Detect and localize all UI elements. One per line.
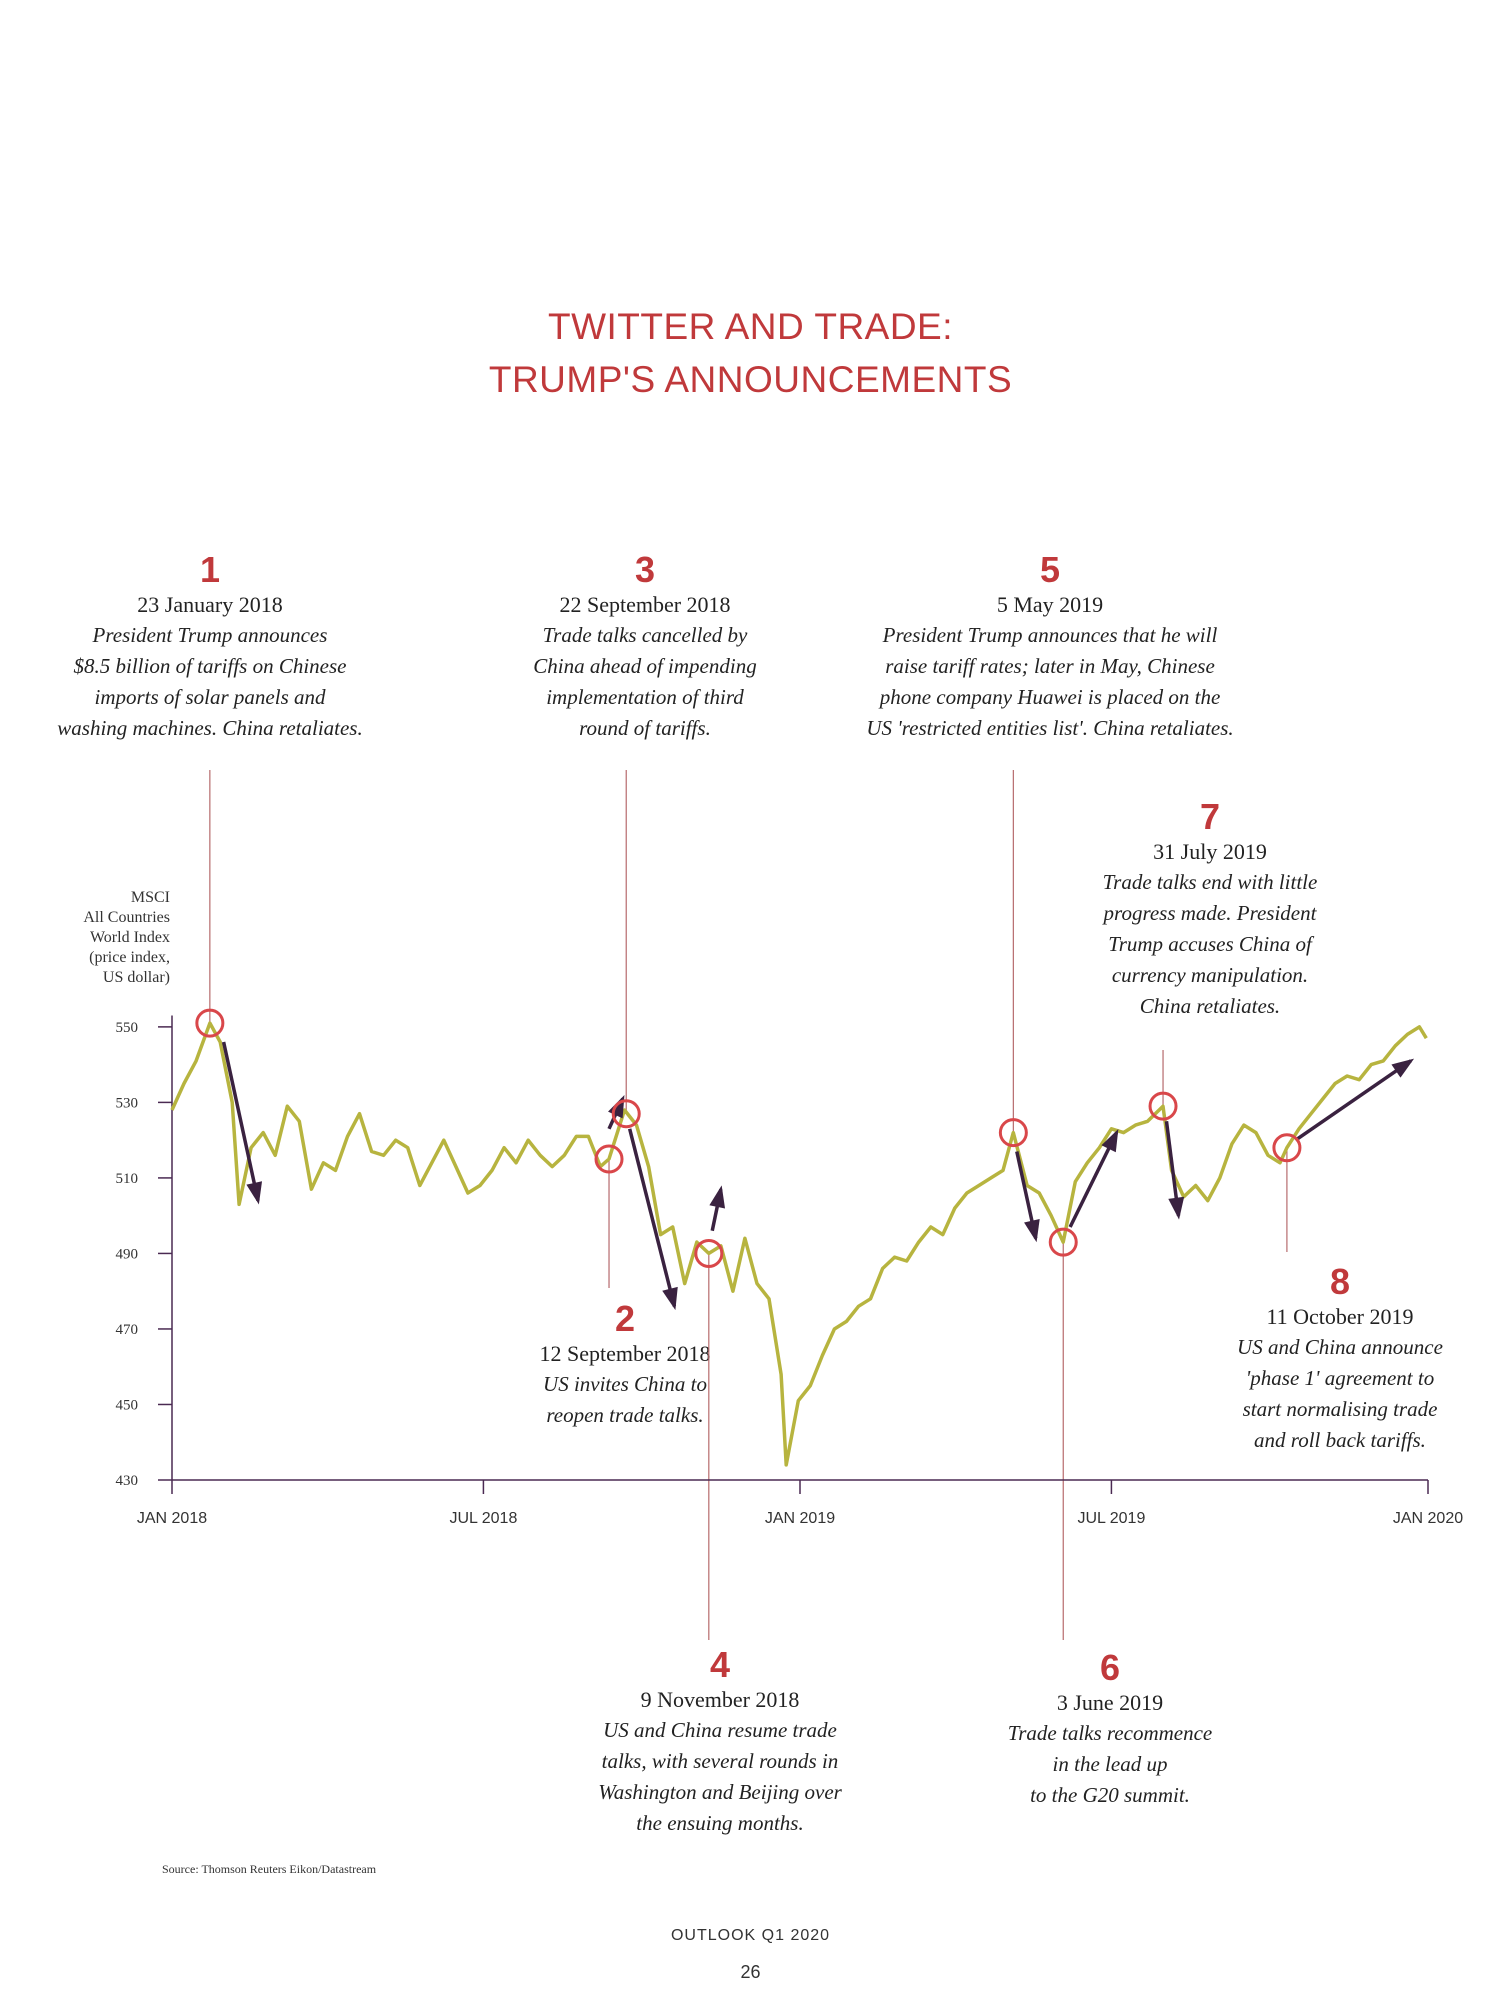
x-tick-label: JUL 2018 bbox=[449, 1510, 518, 1527]
chart-title-line-1: TWITTER AND TRADE: bbox=[547, 306, 954, 347]
arrow-head-icon bbox=[662, 1287, 678, 1310]
x-tick-label: JAN 2018 bbox=[136, 1510, 208, 1527]
annotation-date: 23 January 2018 bbox=[137, 592, 283, 617]
y-axis-title: MSCI All Countries World Index (price index, US dollar) bbox=[83, 889, 170, 986]
annotation-date: 31 July 2019 bbox=[1153, 839, 1267, 864]
annotation-description: Trade talks end with little progress made. President Trump accuses China of currency manipulation. China retaliates. bbox=[1102, 870, 1318, 1018]
trend-arrows bbox=[224, 1042, 1414, 1310]
annotation-number: 7 bbox=[1199, 796, 1221, 837]
annotation-number: 6 bbox=[1099, 1647, 1121, 1688]
annotation-number: 4 bbox=[709, 1644, 731, 1685]
arrow-head-icon bbox=[1168, 1197, 1184, 1220]
annotation-number: 3 bbox=[634, 549, 656, 590]
y-tick-label: 430 bbox=[115, 1473, 138, 1489]
annotation-date: 9 November 2018 bbox=[640, 1687, 800, 1712]
chart-title-line-2: TRUMP'S ANNOUNCEMENTS bbox=[488, 359, 1013, 400]
y-tick-label: 510 bbox=[115, 1170, 138, 1187]
x-tick-label: JAN 2020 bbox=[1392, 1510, 1464, 1527]
trend-arrow-1 bbox=[224, 1042, 258, 1201]
y-tick-label: 550 bbox=[115, 1019, 138, 1036]
annotation-number: 2 bbox=[614, 1298, 636, 1339]
x-tick-label: JUL 2019 bbox=[1077, 1510, 1146, 1527]
y-tick-label: 490 bbox=[115, 1246, 138, 1263]
annotation-description: President Trump announces $8.5 billion of tariffs on Chinese imports of solar panels and washing machines. China retaliates. bbox=[57, 623, 363, 740]
y-tick-label: 450 bbox=[115, 1397, 138, 1414]
annotation-description: US and China announce 'phase 1' agreement to start normalising trade and roll back tariffs. bbox=[1237, 1335, 1443, 1452]
arrow-head-icon bbox=[1391, 1059, 1414, 1078]
annotation-description: Trade talks cancelled by China ahead of impending implementation of third round of tariffs. bbox=[533, 623, 757, 740]
y-tick-label: 470 bbox=[115, 1321, 138, 1338]
page-number: 26 bbox=[740, 1962, 761, 1982]
annotation-date: 22 September 2018 bbox=[559, 592, 731, 617]
annotation-description: President Trump announces that he will raise tariff rates; later in May, Chinese phone company Huawei is placed on the US 'restricted entities list'. China retaliates. bbox=[866, 623, 1234, 740]
annotation-number: 1 bbox=[199, 549, 221, 590]
msci-acwi-line bbox=[172, 1023, 1426, 1465]
x-tick-label: JAN 2019 bbox=[764, 1510, 836, 1527]
annotation-number: 5 bbox=[1039, 549, 1061, 590]
arrow-head-icon bbox=[709, 1185, 725, 1208]
annotation-description: Trade talks recommence in the lead up to the G20 summit. bbox=[1007, 1721, 1213, 1807]
event-markers bbox=[197, 1010, 1300, 1266]
y-tick-label: 530 bbox=[115, 1095, 138, 1112]
annotation-description: US and China resume trade talks, with several rounds in Washington and Beijing over the ensuing months. bbox=[598, 1718, 842, 1835]
annotation-date: 12 September 2018 bbox=[539, 1341, 711, 1366]
annotation-date: 3 June 2019 bbox=[1056, 1690, 1164, 1715]
annotation-date: 5 May 2019 bbox=[996, 592, 1104, 617]
trend-arrow-8 bbox=[1296, 1061, 1411, 1140]
footer-publication: OUTLOOK Q1 2020 bbox=[670, 1927, 831, 1944]
annotation-date: 11 October 2019 bbox=[1266, 1304, 1414, 1329]
source-note: Source: Thomson Reuters Eikon/Datastream bbox=[162, 1862, 377, 1876]
trend-arrow-3 bbox=[630, 1129, 675, 1306]
arrow-head-icon bbox=[1024, 1219, 1040, 1242]
arrow-head-icon bbox=[246, 1181, 262, 1204]
annotation-number: 8 bbox=[1329, 1261, 1351, 1302]
annotation-description: US invites China to reopen trade talks. bbox=[543, 1372, 707, 1427]
